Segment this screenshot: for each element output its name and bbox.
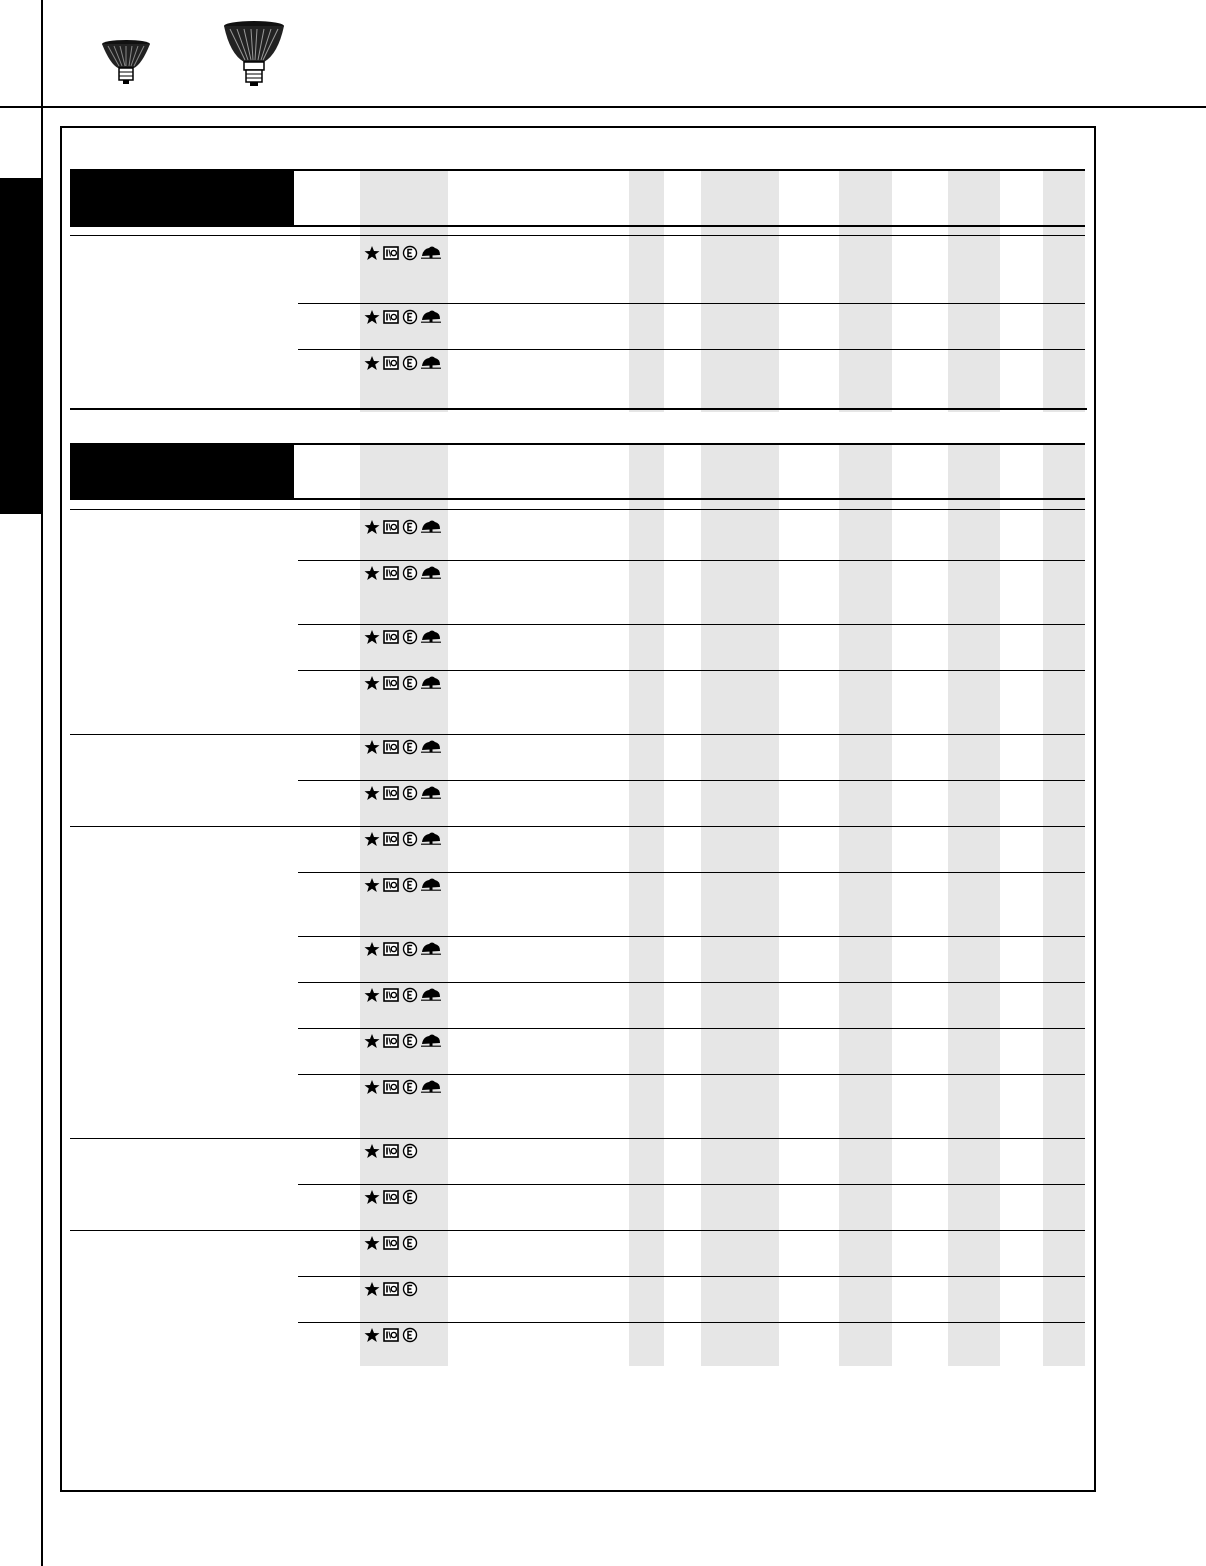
tree-icon	[421, 565, 441, 581]
shade-column-9-section-1	[948, 170, 1000, 412]
star-icon	[364, 1281, 380, 1297]
section-2-header-bottom-rule	[70, 498, 1085, 500]
io-icon	[383, 309, 399, 325]
section-2-row-3-feature-icons	[364, 629, 441, 645]
e-circle-icon	[402, 1079, 418, 1095]
section-2-group-rule	[70, 734, 1085, 735]
section-2-group-rule	[70, 509, 1085, 510]
section-2-row-rule	[298, 982, 1085, 983]
section-2-row-4-feature-icons	[364, 675, 441, 691]
tree-icon	[421, 309, 441, 325]
section-2-row-rule	[298, 670, 1085, 671]
io-icon	[383, 675, 399, 691]
section-1-row-rule	[298, 303, 1085, 304]
e-circle-icon	[402, 629, 418, 645]
io-icon	[383, 1327, 399, 1343]
star-icon	[364, 739, 380, 755]
side-tab	[0, 178, 41, 514]
section-1-header-bottom-rule	[70, 225, 1085, 227]
section-2-row-rule	[298, 1184, 1085, 1185]
shade-column-2-section-1	[360, 170, 448, 412]
io-icon	[383, 1143, 399, 1159]
section-1-row-1-feature-icons	[364, 245, 441, 261]
tree-icon	[421, 519, 441, 535]
tree-icon	[421, 877, 441, 893]
tree-icon	[421, 355, 441, 371]
e-circle-icon	[402, 1235, 418, 1251]
star-icon	[364, 565, 380, 581]
section-2-row-rule	[298, 1322, 1085, 1323]
tree-icon	[421, 629, 441, 645]
star-icon	[364, 831, 380, 847]
e-circle-icon	[402, 565, 418, 581]
star-icon	[364, 785, 380, 801]
shade-column-4-section-1	[629, 170, 664, 412]
section-2-row-15-feature-icons	[364, 1235, 418, 1251]
spec-table-frame	[60, 126, 1096, 1492]
tree-icon	[421, 941, 441, 957]
section-2-row-11-feature-icons	[364, 1033, 441, 1049]
shade-column-5-section-1	[701, 170, 779, 412]
shade-column-7-section-1	[839, 170, 892, 412]
section-2-row-rule	[298, 1028, 1085, 1029]
io-icon	[383, 565, 399, 581]
star-icon	[364, 245, 380, 261]
e-circle-icon	[402, 739, 418, 755]
star-icon	[364, 675, 380, 691]
e-circle-icon	[402, 831, 418, 847]
star-icon	[364, 1327, 380, 1343]
tree-icon	[421, 739, 441, 755]
e-circle-icon	[402, 1033, 418, 1049]
io-icon	[383, 987, 399, 1003]
io-icon	[383, 785, 399, 801]
io-icon	[383, 355, 399, 371]
section-1-bottom-rule	[70, 408, 1087, 410]
e-circle-icon	[402, 987, 418, 1003]
section-2-row-rule	[298, 936, 1085, 937]
star-icon	[364, 309, 380, 325]
tree-icon	[421, 1079, 441, 1095]
section-2-row-17-feature-icons	[364, 1327, 418, 1343]
section-1-header-block	[70, 170, 294, 226]
section-2-row-2-feature-icons	[364, 565, 441, 581]
section-2-row-16-feature-icons	[364, 1281, 418, 1297]
section-1-row-2-feature-icons	[364, 309, 441, 325]
section-2-row-8-feature-icons	[364, 877, 441, 893]
star-icon	[364, 1033, 380, 1049]
section-2-row-12-feature-icons	[364, 1079, 441, 1095]
shade-column-11-section-1	[1043, 170, 1085, 412]
e-circle-icon	[402, 941, 418, 957]
io-icon	[383, 1079, 399, 1095]
e-circle-icon	[402, 675, 418, 691]
section-2-row-10-feature-icons	[364, 987, 441, 1003]
tree-icon	[421, 987, 441, 1003]
e-circle-icon	[402, 1143, 418, 1159]
shade-column-2-section-2	[360, 444, 448, 1366]
io-icon	[383, 1281, 399, 1297]
section-2-row-rule	[298, 872, 1085, 873]
io-icon	[383, 245, 399, 261]
io-icon	[383, 519, 399, 535]
section-1-group-rule	[70, 235, 1085, 236]
section-2-row-rule	[298, 1074, 1085, 1075]
e-circle-icon	[402, 355, 418, 371]
star-icon	[364, 1143, 380, 1159]
section-2-row-7-feature-icons	[364, 831, 441, 847]
section-2-row-1-feature-icons	[364, 519, 441, 535]
shade-column-9-section-2	[948, 444, 1000, 1366]
shade-column-7-section-2	[839, 444, 892, 1366]
e-circle-icon	[402, 1189, 418, 1205]
io-icon	[383, 739, 399, 755]
e-circle-icon	[402, 1327, 418, 1343]
e-circle-icon	[402, 519, 418, 535]
section-2-group-rule	[70, 826, 1085, 827]
section-1-row-3-feature-icons	[364, 355, 441, 371]
e-circle-icon	[402, 785, 418, 801]
section-2-header-block	[70, 444, 294, 500]
section-1-row-rule	[298, 349, 1085, 350]
section-2-row-rule	[298, 560, 1085, 561]
tree-icon	[421, 675, 441, 691]
tree-icon	[421, 1033, 441, 1049]
star-icon	[364, 1235, 380, 1251]
section-2-row-9-feature-icons	[364, 941, 441, 957]
e-circle-icon	[402, 245, 418, 261]
e-circle-icon	[402, 1281, 418, 1297]
section-2-group-rule	[70, 1138, 1085, 1139]
star-icon	[364, 1079, 380, 1095]
shade-column-4-section-2	[629, 444, 664, 1366]
tree-icon	[421, 245, 441, 261]
e-circle-icon	[402, 877, 418, 893]
io-icon	[383, 1235, 399, 1251]
star-icon	[364, 629, 380, 645]
section-2-row-5-feature-icons	[364, 739, 441, 755]
star-icon	[364, 355, 380, 371]
io-icon	[383, 877, 399, 893]
star-icon	[364, 1189, 380, 1205]
par30-lamp-icon	[100, 38, 152, 86]
left-margin-rule	[41, 0, 43, 1566]
e-circle-icon	[402, 309, 418, 325]
section-2-row-rule	[298, 1276, 1085, 1277]
section-2-row-rule	[298, 780, 1085, 781]
io-icon	[383, 831, 399, 847]
star-icon	[364, 877, 380, 893]
io-icon	[383, 1189, 399, 1205]
header-rule	[0, 106, 1206, 108]
star-icon	[364, 987, 380, 1003]
io-icon	[383, 941, 399, 957]
section-2-group-rule	[70, 1230, 1085, 1231]
shade-column-11-section-2	[1043, 444, 1085, 1366]
par38-lamp-icon	[222, 20, 286, 86]
tree-icon	[421, 831, 441, 847]
section-2-row-6-feature-icons	[364, 785, 441, 801]
io-icon	[383, 629, 399, 645]
shade-column-5-section-2	[701, 444, 779, 1366]
star-icon	[364, 941, 380, 957]
section-2-row-13-feature-icons	[364, 1143, 418, 1159]
io-icon	[383, 1033, 399, 1049]
tree-icon	[421, 785, 441, 801]
star-icon	[364, 519, 380, 535]
section-2-row-rule	[298, 624, 1085, 625]
section-2-row-14-feature-icons	[364, 1189, 418, 1205]
